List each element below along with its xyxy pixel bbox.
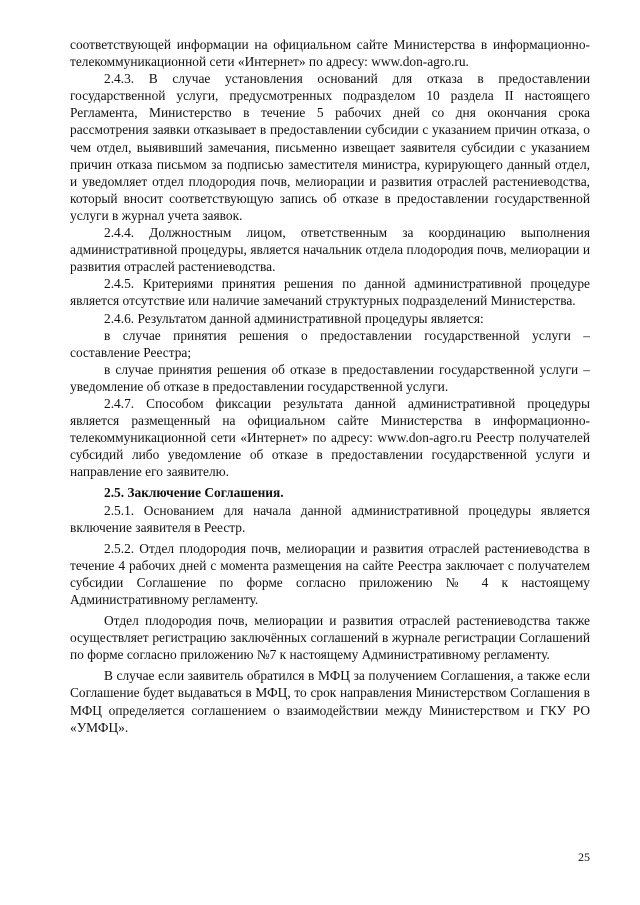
paragraph-approval-case: в случае принятия решения о предоставлении государственной услуги – составление Реестра;: [70, 327, 590, 360]
paragraph-2-4-4: 2.4.4. Должностным лицом, ответственным за координацию выполнения административной процедуры, является начальник отдела плодородия почв, мелиорации и развития отраслей растениеводства.: [70, 225, 590, 275]
paragraph-2-5-2: 2.5.2. Отдел плодородия почв, мелиорации и развития отраслей растениеводства в течение 4 рабочих дней с момента размещения на сайте Реестра заключает с получателем субсидии Соглашение по форме согласно приложению № 4 к настоящему Административному регламенту.: [70, 540, 590, 607]
paragraph-2-4-6: 2.4.6. Результатом данной административной процедуры является:: [104, 310, 484, 326]
paragraph-2-4-3: 2.4.3. В случае установления оснований для отказа в предоставлении государственной услуги, предусмотренных подразделом 10 раздела II настоящего Регламента, Министерство в течение 5 рабочих дней со дня окончания срока рассмотрения заявки отказывает в предоставлении субсидии с указанием причин отказа, о чем отдел, выявивший замечания, письменно извещает заявителя субсидии с указанием причин отказа письмом за подписью заместителя министра, курирующего данный отдел, и уведомляет отдел плодородия почв, мелиорации и развития отраслей растениеводства, который вносит соответствующую запись об отказе в предоставлении государственной услуги в журнал учета заявок.: [70, 71, 590, 223]
section-heading-2-5: 2.5. Заключение Соглашения.: [104, 485, 284, 501]
paragraph-2-4-5: 2.4.5. Критериями принятия решения по данной административной процедуре является отсутствие или наличие замечаний структурных подразделений Министерства.: [70, 276, 590, 309]
paragraph-registration: Отдел плодородия почв, мелиорации и развития отраслей растениеводства также осуществляет регистрацию заключённых соглашений в журнале регистрации Соглашений по форме согласно приложению №7 к настоящему Административному регламенту.: [70, 613, 590, 663]
paragraph-mfc: В случае если заявитель обратился в МФЦ за получением Соглашения, а также если Соглашение будет выдаваться в МФЦ, то срок направления Министерством Соглашения в МФЦ определяется соглашением о взаимодействии между Министерством и ГКУ РО «УМФЦ».: [70, 668, 590, 735]
page-number: 25: [578, 850, 590, 864]
paragraph-continuation: соответствующей информации на официальном сайте Министерства в информационно-телекоммуникационной сети «Интернет» по адресу: www.don-agro.ru.: [70, 37, 590, 70]
paragraph-2-4-7: 2.4.7. Способом фиксации результата данной административной процедуры является размещенный на официальном сайте Министерства в информационно-телекоммуникационной сети «Интернет» по адресу: www.don-agro.ru Реестр получателей субсидий либо уведомление об отказе в предоставлении государственной услуги и направление его заявителю.: [70, 395, 590, 480]
paragraph-2-5-1: 2.5.1. Основанием для начала данной административной процедуры является включение заявителя в Реестр.: [70, 502, 590, 535]
document-body: [70, 36, 590, 736]
paragraph-refusal-case: в случае принятия решения об отказе в предоставлении государственной услуги – уведомление об отказе в предоставлении государственной услуги.: [70, 361, 590, 394]
